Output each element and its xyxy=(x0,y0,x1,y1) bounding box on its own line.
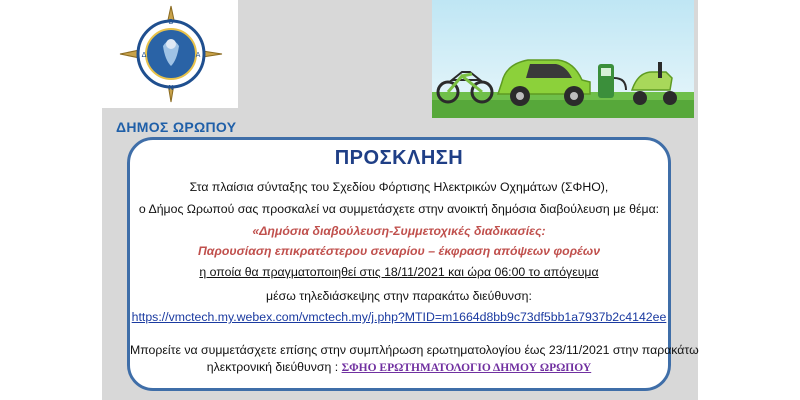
schedule-line: η οποία θα πραγματοποιηθεί στις 18/11/2021 και ώρα 06:00 το απόγευμα xyxy=(199,265,599,279)
intro-line-1: Στα πλαίσια σύνταξης του Σχεδίου Φόρτισης Ηλεκτρικών Οχημάτων (ΣΦΗΟ), xyxy=(189,180,609,194)
municipality-seal-icon xyxy=(108,2,234,106)
webex-link[interactable]: https://vmctech.my.webex.com/vmctech.my/j.php?MTID=m1664d8bb9c73df5bb1a7937b2c4142ee xyxy=(131,310,667,324)
svg-text:Β: Β xyxy=(168,18,174,26)
questionnaire-link[interactable]: ΣΦΗΟ ΕΡΩΤΗΜΑΤΟΛΟΓΙΟ ΔΗΜΟΥ ΩΡΩΠΟΥ xyxy=(341,362,592,374)
svg-text:Δ: Δ xyxy=(141,51,147,59)
questionnaire-line-1: Μπορείτε να συμμετάσχετε επίσης στην συμπλήρωση ερωτηματολογίου έως 23/11/2021 στην παρακάτω xyxy=(130,343,699,357)
topic-line-1: «Δημόσια διαβούλευση-Συμμετοχικές διαδικασίες: xyxy=(252,224,546,238)
intro-line-2: ο Δήμος Ωρωπού σας προσκαλεί να συμμετάσχετε στην ανοικτή δημόσια διαβούλευση με θέμα: xyxy=(138,202,660,216)
electric-vehicles-charging-illustration xyxy=(432,0,694,118)
invitation-box xyxy=(127,137,699,391)
topic-line-2: Παρουσίαση επικρατέστερου σεναρίου – έκφραση απόψεων φορέων xyxy=(197,244,601,258)
questionnaire-line-2: ηλεκτρονική διεύθυνση : xyxy=(206,360,342,374)
municipality-name: ΔΗΜΟΣ ΩΡΩΠΟΥ xyxy=(116,119,237,135)
svg-text:Α: Α xyxy=(195,51,201,59)
invitation-title: ΠΡΟΣΚΛΗΣΗ xyxy=(334,147,464,169)
videoconference-line: μέσω τηλεδιάσκεψης στην παρακάτω διεύθυνση: xyxy=(266,289,532,303)
svg-text:Ν: Ν xyxy=(168,84,174,92)
